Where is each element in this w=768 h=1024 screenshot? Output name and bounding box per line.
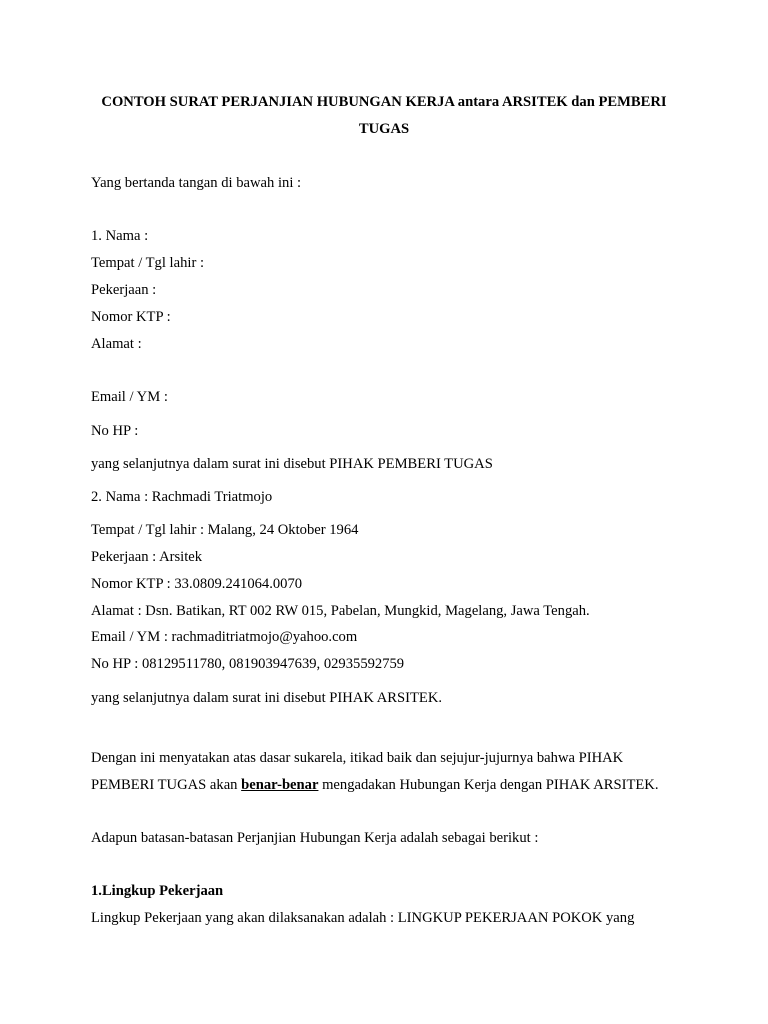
party1-nama: 1. Nama :	[91, 228, 149, 244]
statement-line-1: Dengan ini menyatakan atas dasar sukarela, itikad baik dan sejujur-jujurnya bahwa PIHAK	[91, 750, 624, 766]
party1-hp: No HP :	[91, 423, 139, 439]
party1-closing: yang selanjutnya dalam surat ini disebut PIHAK PEMBERI TUGAS	[91, 456, 493, 472]
title-line-1: CONTOH SURAT PERJANJIAN HUBUNGAN KERJA antara ARSITEK dan PEMBERI	[101, 94, 667, 110]
statement-emphasis: benar-benar	[241, 777, 319, 793]
party2-ttl: Tempat / Tgl lahir : Malang, 24 Oktober 1964	[91, 522, 359, 538]
statement-line-2-start: PEMBERI TUGAS akan	[91, 777, 242, 793]
statement-line-2	[91, 776, 658, 794]
section1-text: Lingkup Pekerjaan yang akan dilaksanakan adalah : LINGKUP PEKERJAAN POKOK yang	[91, 910, 635, 926]
party1-ktp: Nomor KTP :	[91, 309, 171, 325]
party2-nama: 2. Nama : Rachmadi Triatmojo	[91, 489, 273, 505]
party2-alamat: Alamat : Dsn. Batikan, RT 002 RW 015, Pabelan, Mungkid, Magelang, Jawa Tengah.	[91, 603, 590, 619]
party1-ttl: Tempat / Tgl lahir :	[91, 255, 205, 271]
statement-line-2-end: mengadakan Hubungan Kerja dengan PIHAK ARSITEK.	[318, 777, 659, 793]
party2-pekerjaan: Pekerjaan : Arsitek	[91, 549, 203, 565]
section1-heading: 1.Lingkup Pekerjaan	[91, 883, 224, 899]
party2-closing: yang selanjutnya dalam surat ini disebut PIHAK ARSITEK.	[91, 690, 443, 706]
party1-email: Email / YM :	[91, 389, 168, 405]
party2-email: Email / YM : rachmaditriatmojo@yahoo.com	[91, 629, 358, 645]
party2-hp: No HP : 08129511780, 081903947639, 02935592759	[91, 656, 405, 672]
party2-ktp: Nomor KTP : 33.0809.241064.0070	[91, 576, 303, 592]
limits-intro: Adapun batasan-batasan Perjanjian Hubungan Kerja adalah sebagai berikut :	[91, 830, 539, 846]
party1-pekerjaan: Pekerjaan :	[91, 282, 157, 298]
title-line-2: TUGAS	[358, 121, 410, 137]
party1-alamat: Alamat :	[91, 336, 142, 352]
intro-text: Yang bertanda tangan di bawah ini :	[91, 175, 302, 191]
